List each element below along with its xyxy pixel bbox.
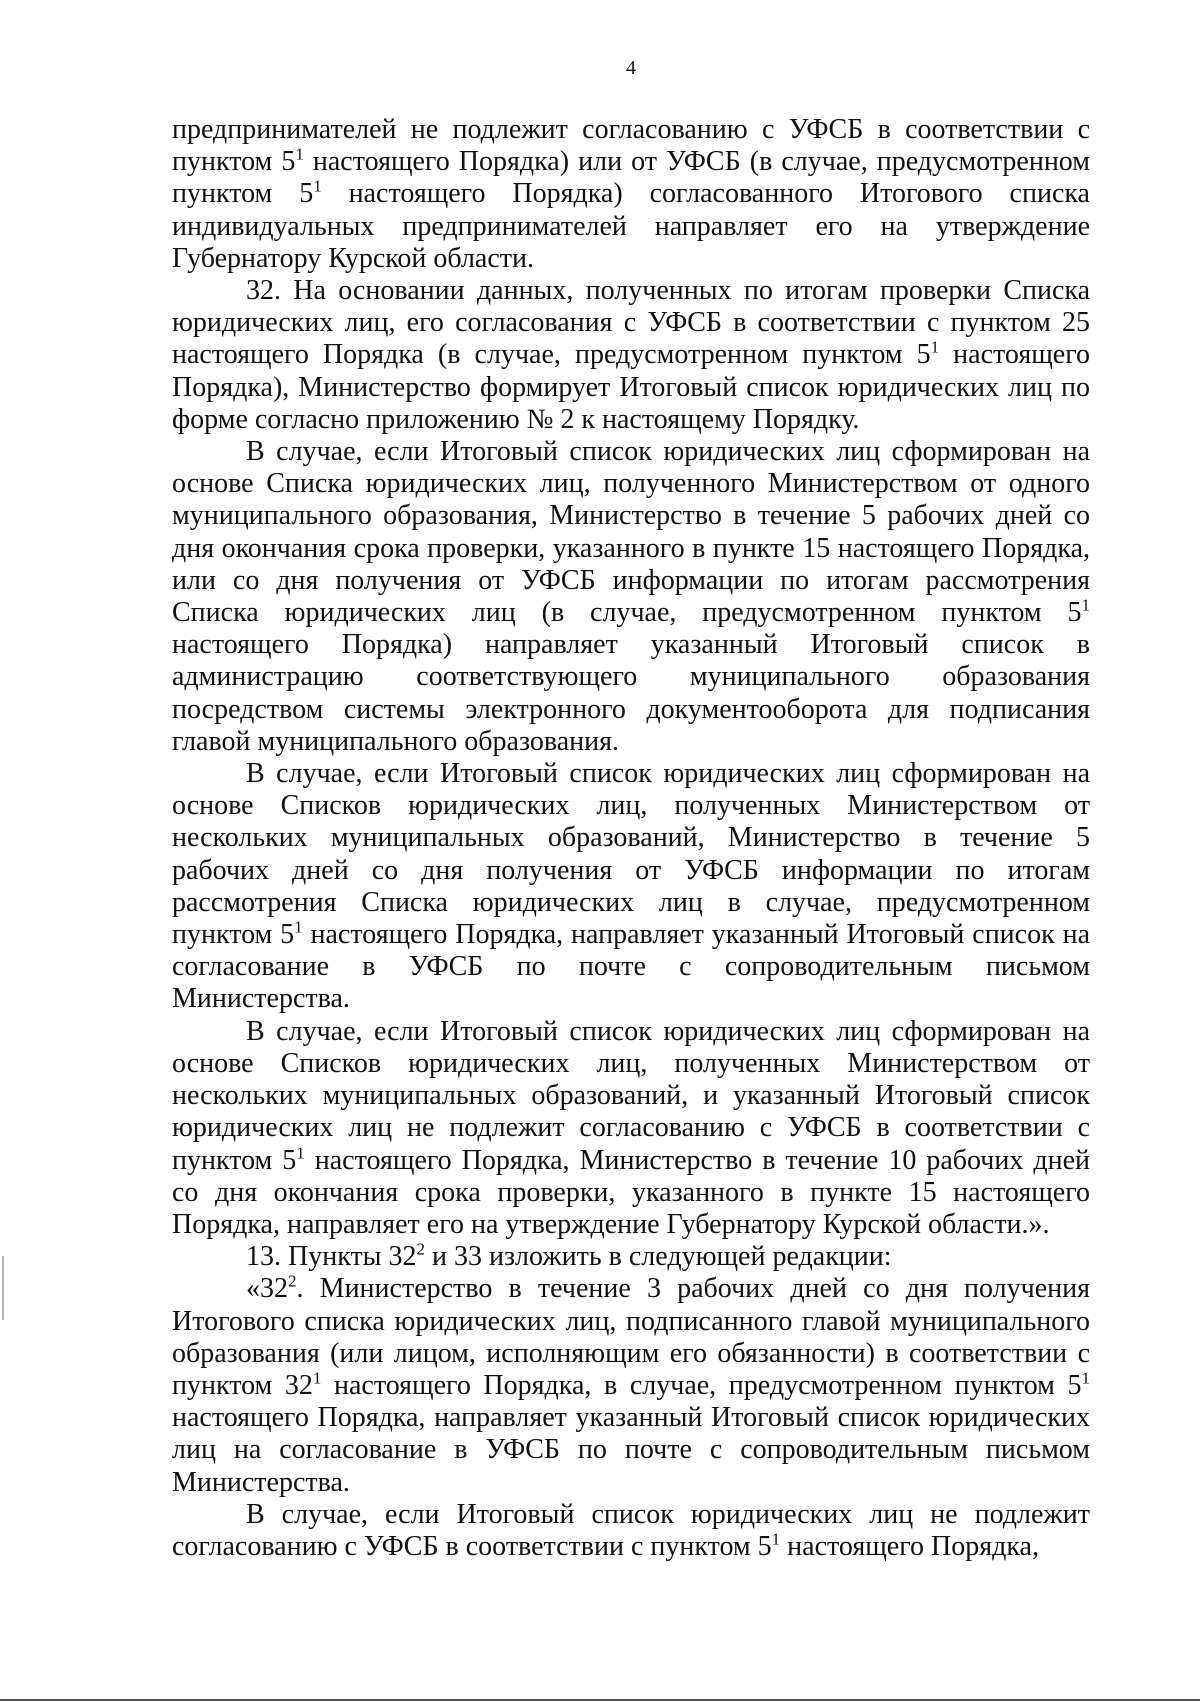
text-segment: настоящего Порядка, Министерство в течение 10 рабочих дней со дня окончания срока проверки, указанного в пункте 15 настоящего Порядка, направляет его на утверждение Губернатору Курской области.». <box>172 1144 1090 1240</box>
text-segment: 13. Пункты 32 <box>246 1241 417 1273</box>
superscript: 1 <box>1081 595 1090 615</box>
scan-bottom-edge <box>0 1699 1200 1701</box>
text-segment: «32 <box>246 1273 288 1305</box>
paragraph <box>172 1016 1090 1241</box>
paragraph <box>172 758 1090 1016</box>
text-segment: 32. На основании данных, полученных по итогам проверки Списка юридических лиц, его согласования с УФСБ в соответствии с пунктом 25 настоящего Порядка (в случае, предусмотренном пунктом 5 <box>172 275 1090 371</box>
text-segment: настоящего Порядка) согласованного Итогового списка индивидуальных предпринимателей направляет его на утверждение Губернатору Курской области. <box>172 178 1090 274</box>
superscript: 1 <box>313 176 322 196</box>
document-body <box>172 114 1090 1563</box>
text-segment: В случае, если Итоговый список юридических лиц сформирован на основе Списков юридических лиц, полученных Министерством от нескольких муниципальных образований, и указанный Итоговый список юридических лиц не подлежит согласованию с УФСБ в соответствии с пунктом 5 <box>172 1015 1090 1176</box>
superscript: 1 <box>294 917 303 937</box>
text-segment: В случае, если Итоговый список юридических лиц не подлежит согласованию с УФСБ в соответствии с пунктом 5 <box>172 1498 1090 1562</box>
superscript: 1 <box>295 144 304 164</box>
paragraph <box>172 1499 1090 1563</box>
text-segment: . Министерство в течение 3 рабочих дней со дня получения Итогового списка юридических лиц, подписанного главой муниципального образования (или лицом, исполняющим его обязанности) в соответствии с пунктом 32 <box>172 1273 1090 1401</box>
superscript: 1 <box>930 337 940 357</box>
paragraph <box>172 275 1090 436</box>
superscript: 2 <box>416 1239 425 1259</box>
page-number: 4 <box>626 57 636 79</box>
text-segment: настоящего Порядка, направляет указанный Итоговый список юридических лиц на согласование в УФСБ по почте с сопроводительным письмом Министерства. <box>172 1402 1090 1498</box>
text-segment: настоящего Порядка, <box>780 1530 1039 1562</box>
scan-edge-mark <box>2 1256 4 1320</box>
text-segment: предпринимателей не подлежит согласованию с УФСБ в соответствии с пунктом 5 <box>172 114 1090 178</box>
text-segment: настоящего Порядка) направляет указанный Итоговый список в администрацию соответствующего муниципального образования посредством системы электронного документооборота для подписания главой муниципального образования. <box>172 629 1090 757</box>
superscript: 1 <box>312 1368 322 1388</box>
text-segment: настоящего Порядка, направляет указанный Итоговый список на согласование в УФСБ по почте с сопроводительным письмом Министерства. <box>172 919 1090 1015</box>
paragraph <box>172 114 1090 275</box>
superscript: 2 <box>288 1271 297 1291</box>
text-segment: настоящего Порядка), Министерство формирует Итоговый список юридических лиц по форме согласно приложению № 2 к настоящему Порядку. <box>172 339 1090 435</box>
text-segment: и 33 изложить в следующей редакции: <box>425 1241 892 1273</box>
text-segment: В случае, если Итоговый список юридических лиц сформирован на основе Списков юридических лиц, полученных Министерством от нескольких муниципальных образований, Министерство в течение 5 рабочих дней со дня получения от УФСБ информации по итогам рассмотрения Списка юридических лиц в случае, предусмотренном пунктом 5 <box>172 758 1090 951</box>
text-segment: В случае, если Итоговый список юридических лиц сформирован на основе Списка юридических лиц, полученного Министерством от одного муниципального образования, Министерство в течение 5 рабочих дней со дня окончания срока проверки, указанного в пункте 15 настоящего Порядка, или со дня получения от УФСБ информации по итогам рассмотрения Списка юридических лиц (в случае, предусмотренном пунктом 5 <box>172 436 1090 629</box>
text-segment: настоящего Порядка, в случае, предусмотренном пунктом 5 <box>321 1369 1082 1401</box>
text-segment: настоящего Порядка) или от УФСБ (в случае, предусмотренном пунктом 5 <box>172 146 1090 210</box>
paragraph <box>172 436 1090 758</box>
superscript: 1 <box>1081 1368 1090 1388</box>
superscript: 1 <box>296 1142 305 1162</box>
paragraph <box>172 1241 1090 1273</box>
superscript: 1 <box>771 1529 781 1549</box>
paragraph <box>172 1273 1090 1498</box>
